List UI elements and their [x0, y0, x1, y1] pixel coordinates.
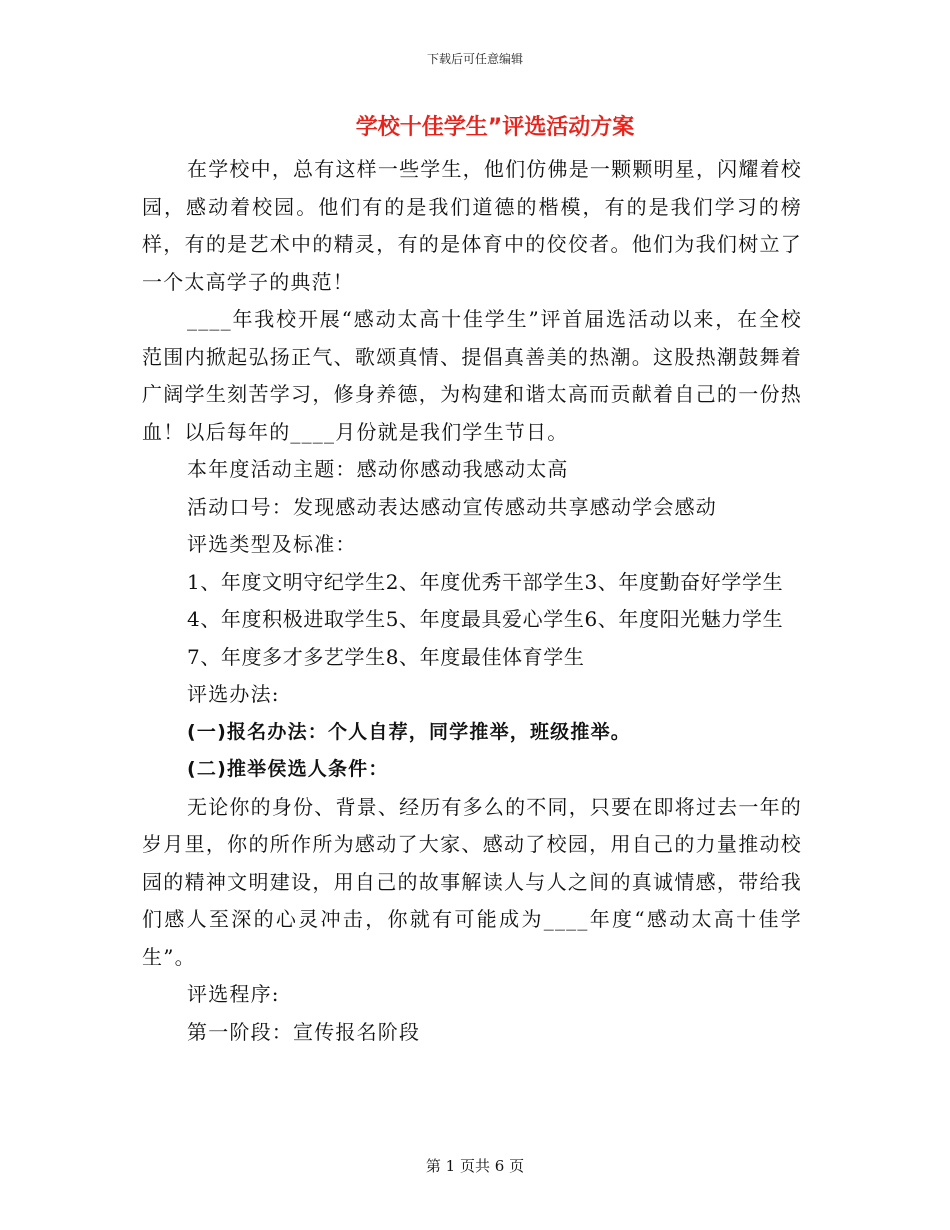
document-body: [142, 151, 802, 1051]
paragraph-slogan: 活动口号：发现感动表达感动宣传感动共享感动学会感动: [187, 494, 717, 519]
paragraph-intro: 在学校中，总有这样一些学生，他们仿佛是一颗颗明星，闪耀着校园，感动着校园。他们有的是我们道德的楷模，有的是我们学习的榜样，有的是艺术中的精灵，有的是体育中的佼佼者。他们为我们树立了一个太高学子的典范！: [142, 157, 802, 294]
paragraph-category-list-2: 4、年度积极进取学生5、年度最具爱心学生6、年度阳光魅力学生: [187, 607, 784, 631]
paragraph-candidate-conditions-heading: (二)推举侯选人条件：: [187, 758, 389, 780]
paragraph-category-list-3: 7、年度多才多艺学生8、年度最佳体育学生: [187, 644, 585, 669]
paragraph-category-list-1: 1、年度文明守纪学生2、年度优秀干部学生3、年度勤奋好学学生: [187, 569, 784, 594]
paragraph-registration-method: (一)报名办法：个人自荐，同学推举，班级推举。: [187, 720, 631, 743]
page-number: 第 1 页共 6 页: [425, 1157, 525, 1175]
paragraph-procedure-heading: 评选程序:: [187, 982, 280, 1006]
paragraph-history: ____年我校开展“感动太高十佳学生”评首届选活动以来，在全校范围内掀起弘扬正气、歌颂真情、提倡真善美的热潮。这股热潮鼓舞着广阔学生刻苦学习，修身养德，为构建和谐太高而贡献着自己的一份热血！以后每年的____月份就是我们学生节日。: [142, 307, 802, 444]
page-header-note: 下载后可任意编辑: [426, 52, 523, 66]
paragraph-theme: 本年度活动主题：感动你感动我感动太高: [187, 457, 569, 481]
paragraph-categories-heading: 评选类型及标准：: [187, 532, 357, 556]
paragraph-stage-one: 第一阶段：宣传报名阶段: [187, 1019, 421, 1044]
paragraph-candidate-conditions: 无论你的身份、背景、经历有多么的不同，只要在即将过去一年的岁月里，你的所作所为感动了大家、感动了校园，用自己的力量推动校园的精神文明建设，用自己的故事解读人与人之间的真诚情感，带给我们感人至深的心灵冲击，你就有可能成为____年度“感动太高十佳学生”。: [142, 794, 802, 969]
paragraph-method-heading: 评选办法:: [187, 682, 280, 706]
document-title: 学校十佳学生”评选活动方案: [355, 115, 635, 140]
